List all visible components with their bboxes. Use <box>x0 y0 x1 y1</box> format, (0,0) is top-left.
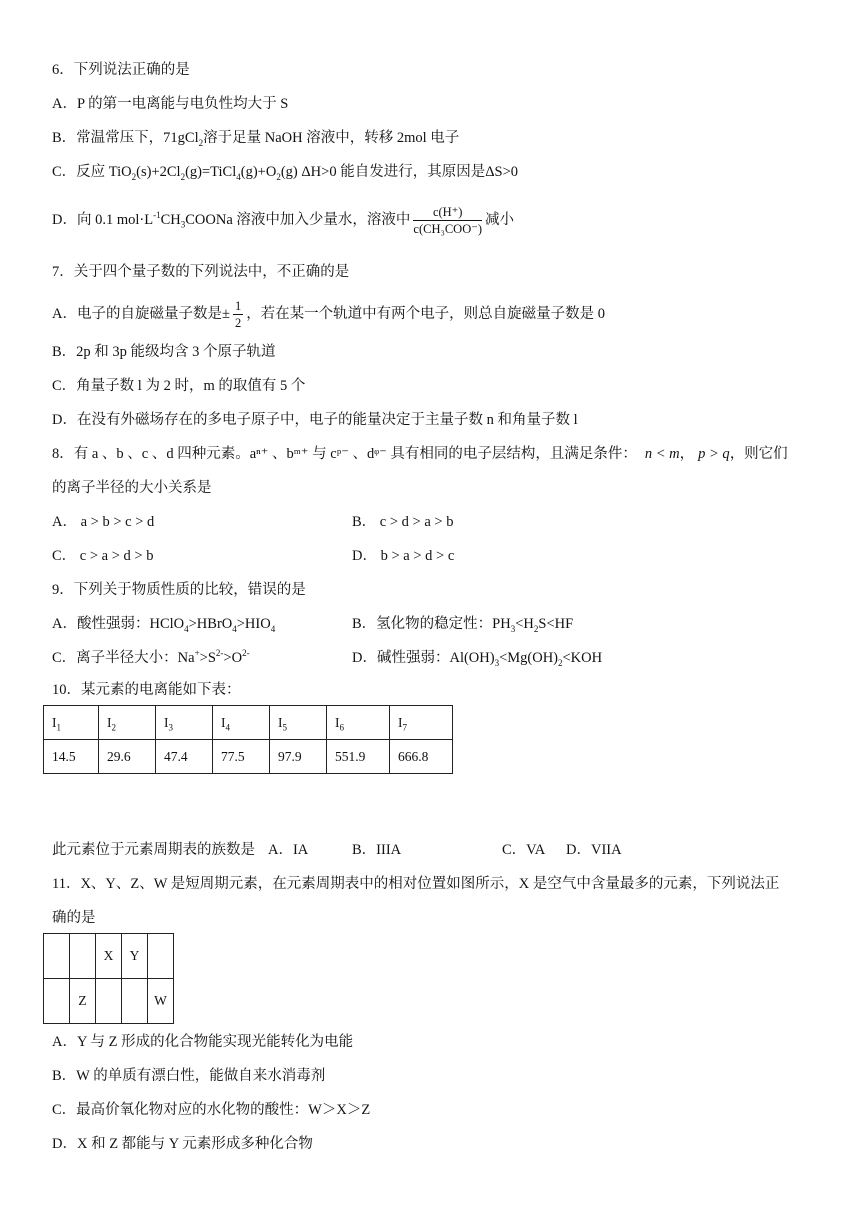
table-cell: 47.4 <box>156 740 213 774</box>
q8-option-c: C． c > a > d > b <box>52 548 154 564</box>
table-cell: 14.5 <box>44 740 99 774</box>
grid-cell <box>122 979 148 1024</box>
q9-option-d: D．碱性强弱：$Al(OH)_3<Mg(OH)_2<KOH$ <box>352 650 603 668</box>
header-cell: $I_6$ <box>327 706 390 740</box>
q10-option-c: C．VA <box>502 842 546 858</box>
concentration-ratio-fraction: $\frac{c(H^+)}{\text{c(CH₃COO⁻)}}$ <box>413 205 482 236</box>
table-row <box>44 979 174 1024</box>
q7-option-b: B．2p 和 3p 能级均含 3 个原子轨道 <box>52 344 276 360</box>
table-cell: 551.9 <box>327 740 390 774</box>
grid-cell <box>96 979 122 1024</box>
q7-stem: 7．关于四个量子数的下列说法中，不正确的是 <box>52 264 350 280</box>
q10-option-d: D．VIIA <box>566 842 622 858</box>
header-cell: $I_3$ <box>156 706 213 740</box>
header-cell: $I_2$ <box>99 706 156 740</box>
table-row <box>44 740 453 774</box>
q8-option-a: A． a > b > c > d <box>52 514 155 530</box>
grid-cell <box>44 934 70 979</box>
q8-stem-continued: 的离子半径的大小关系是 <box>52 480 212 496</box>
q6-option-c: C．反应 $TiO_2(s)+2Cl_2(g)=TiCl_4(g)+O_2(g)$ ΔH>0 能自发进行，其原因是ΔS>0 <box>52 164 519 182</box>
grid-cell <box>148 934 174 979</box>
q11-stem: 11．X、Y、Z、W 是短周期元素，在元素周期表中的相对位置如图所示，X 是空气中含量最多的元素，下列说法正 <box>52 876 780 892</box>
q10-question: 此元素位于元素周期表的族数是 <box>52 842 255 858</box>
q7-option-c: C．角量子数 l 为 2 时，m 的取值有 5 个 <box>52 378 306 394</box>
q11-option-b: B．W 的单质有漂白性，能做自来水消毒剂 <box>52 1068 326 1084</box>
q11-option-c: C．最高价氧化物对应的水化物的酸性：W＞X＞Z <box>52 1102 371 1118</box>
q6-option-b: B．常温常压下，71gCl$_2$溶于足量 NaOH 溶液中，转移 2mol 电子 <box>52 130 460 148</box>
table-cell: 666.8 <box>390 740 453 774</box>
q10-stem: 10．某元素的电离能如下表： <box>52 682 241 698</box>
q9-option-b: B．氢化物的稳定性：$PH_3<H_2S<HF$ <box>352 616 574 634</box>
grid-cell <box>44 979 70 1024</box>
header-cell: $I_1$ <box>44 706 99 740</box>
q6-stem: 6．下列说法正确的是 <box>52 62 190 78</box>
header-cell: $I_7$ <box>390 706 453 740</box>
header-cell: $I_5$ <box>270 706 327 740</box>
table-cell: 77.5 <box>213 740 270 774</box>
grid-cell: W <box>148 979 174 1024</box>
q11-stem-continued: 确的是 <box>52 910 96 926</box>
ionization-energy-table <box>43 705 453 774</box>
half-fraction: $\frac{1}{2}$ <box>234 299 242 330</box>
q7-option-d: D．在没有外磁场存在的多电子原子中，电子的能量决定于主量子数 n 和角量子数 l <box>52 412 578 428</box>
q10-option-a: A．IA <box>268 842 309 858</box>
q6-option-a: A．P 的第一电离能与电负性均大于 S <box>52 96 289 112</box>
table-header-row <box>44 706 453 740</box>
q9-option-c: C．离子半径大小：$Na^+>S^{2-}>O^{2-}$ <box>52 648 250 666</box>
q8-option-d: D． b > a > d > c <box>352 548 455 564</box>
q11-option-d: D．X 和 Z 都能与 Y 元素形成多种化合物 <box>52 1136 313 1152</box>
q7-option-a: A．电子的自旋磁量子数是± $\frac{1}{2}$ ，若在某一个轨道中有两个电子，则总自旋磁量子数是 0 <box>52 299 606 330</box>
table-row <box>44 934 174 979</box>
table-cell: 29.6 <box>99 740 156 774</box>
table-cell: 97.9 <box>270 740 327 774</box>
grid-cell: X <box>96 934 122 979</box>
q6-option-d: D．向 0.1 $mol\cdot L^{-1}CH_3COONa$ 溶液中加入少量水，溶液中 $\frac{c(H^+)}{\text{c(CH₃COO⁻)}}$ 减小 <box>52 205 514 236</box>
periodic-table-fragment <box>43 933 174 1024</box>
q10-option-b: B．IIIA <box>352 842 402 858</box>
q11-option-a: A．Y 与 Z 形成的化合物能实现光能转化为电能 <box>52 1034 354 1050</box>
grid-cell <box>70 934 96 979</box>
q8-option-b: B． c > d > a > b <box>352 514 454 530</box>
q9-option-a: A．酸性强弱：$HClO_4>HBrO_4>HIO_4$ <box>52 616 276 634</box>
grid-cell: Y <box>122 934 148 979</box>
q8-stem: 8．有 a 、b 、c 、d 四种元素。aⁿ⁺ 、bᵐ⁺ 与 cᵖ⁻ 、dᵠ⁻ 具有相同的电子层结构，且满足条件： n < m， p > q，则它们 <box>52 446 788 462</box>
q9-stem: 9．下列关于物质性质的比较，错误的是 <box>52 582 306 598</box>
grid-cell: Z <box>70 979 96 1024</box>
header-cell: $I_4$ <box>213 706 270 740</box>
